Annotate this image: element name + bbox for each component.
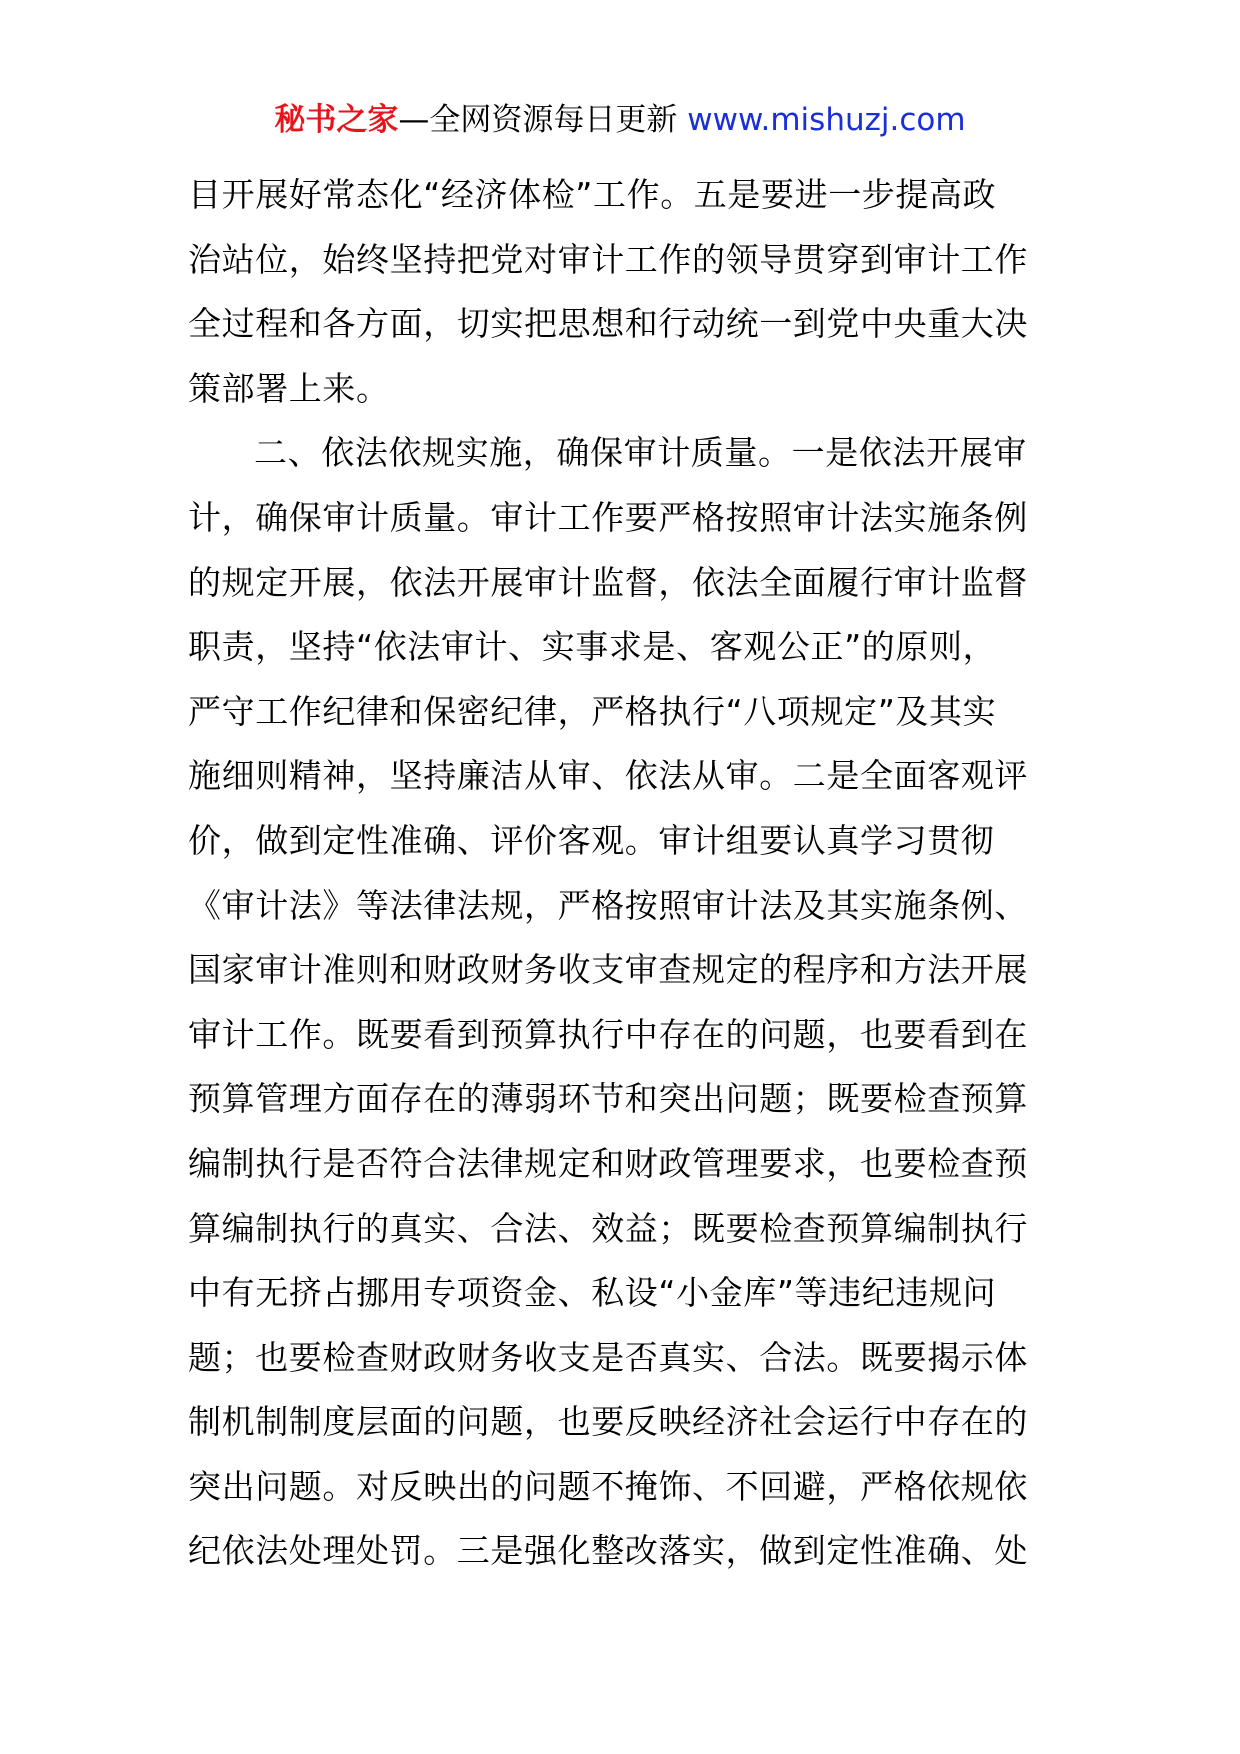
text-line: 目开展好常态化“经济体检”工作。五是要进一步提高政: [188, 175, 997, 214]
site-brand: 秘书之家: [274, 102, 399, 138]
text-line: 纪依法处理处罚。三是强化整改落实，做到定性准确、处: [188, 1531, 1028, 1571]
document-body: [188, 163, 1058, 1584]
text-line: 预算管理方面存在的薄弱环节和突出问题；既要检查预算: [188, 1079, 1028, 1119]
site-tagline: —全网资源每日更新: [398, 102, 688, 138]
text-line: 制机制制度层面的问题，也要反映经济社会运行中存在的: [188, 1402, 1028, 1442]
text-line: 计，确保审计质量。审计工作要严格按照审计法实施条例: [188, 497, 1028, 537]
text-line: 算编制执行的真实、合法、效益；既要检查预算编制执行: [188, 1208, 1028, 1248]
text-line: 中有无挤占挪用专项资金、私设“小金库”等违纪违规问: [188, 1273, 997, 1313]
site-url[interactable]: www.mishuzj.com: [687, 102, 966, 138]
text-line: 的规定开展，依法开展审计监督，依法全面履行审计监督: [188, 562, 1028, 602]
text-line: 严守工作纪律和保密纪律，严格执行“八项规定”及其实: [188, 691, 997, 731]
text-line: 价，做到定性准确、评价客观。审计组要认真学习贯彻: [188, 820, 995, 860]
text-line: 审计工作。既要看到预算执行中存在的问题，也要看到在: [188, 1014, 1028, 1054]
text-line: 治站位，始终坚持把党对审计工作的领导贯穿到审计工作: [188, 239, 1028, 279]
text-line: 《审计法》等法律法规，严格按照审计法及其实施条例、: [188, 885, 1028, 925]
section-heading-line: 二、依法依规实施，确保审计质量。一是依法开展审: [254, 433, 1027, 473]
text-line: 施细则精神，坚持廉洁从审、依法从审。二是全面客观评: [188, 756, 1028, 796]
text-line: 题；也要检查财政财务收支是否真实、合法。既要揭示体: [188, 1337, 1028, 1377]
text-line: 编制执行是否符合法律规定和财政管理要求，也要检查预: [188, 1143, 1028, 1183]
text-line: 全过程和各方面，切实把思想和行动统一到党中央重大决: [188, 304, 1028, 344]
site-header: [0, 100, 1240, 140]
text-line: 国家审计准则和财政财务收支审查规定的程序和方法开展: [188, 950, 1028, 990]
text-line: 策部署上来。: [188, 368, 390, 408]
text-line: 职责，坚持“依法审计、实事求是、客观公正”的原则，: [188, 627, 997, 667]
text-line: 突出问题。对反映出的问题不掩饰、不回避，严格依规依: [188, 1466, 1028, 1506]
